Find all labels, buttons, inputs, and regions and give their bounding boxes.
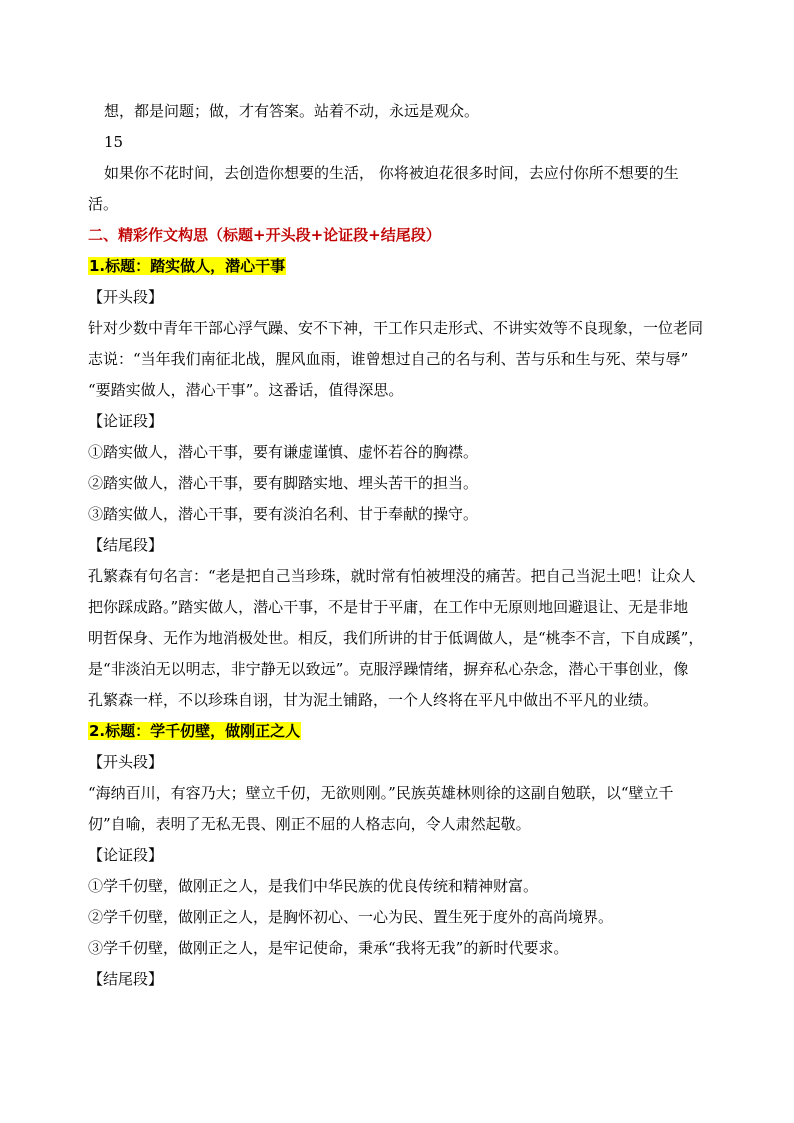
paragraph-line: 仞”自喻，表明了无私无畏、刚正不屈的人格志向，令人肃然起敬。 (88, 815, 531, 833)
argument-item: ②踏实做人，潜心干事，要有脚踏实地、埋头苦干的担当。 (88, 474, 479, 492)
title-highlight-1: 1.标题：踏实做人，潜心干事 (89, 257, 286, 275)
paragraph-line: 针对少数中青年干部心浮气躁、安不下神，干工作只走形式、不讲实效等不良现象，一位老同 (88, 319, 704, 337)
argument-item: ③学千仞壁，做刚正之人，是牢记使命，秉承“我将无我”的新时代要求。 (88, 939, 569, 957)
paragraph-line: 孔繁森一样，不以珍珠自诩，甘为泥土铺路，一个人终将在平凡中做出不平凡的业绩。 (88, 691, 659, 709)
paragraph-line: “海纳百川，有容乃大；壁立千仞，无欲则刚。”民族英雄林则徐的这副自勉联，以“壁立千 (88, 784, 674, 802)
section-heading: 二、精彩作文构思（标题+开头段+论证段+结尾段） (88, 226, 441, 244)
paragraph-line: 活。 (88, 195, 119, 213)
argument-item: ②学千仞壁，做刚正之人，是胸怀初心、一心为民、置生死于度外的高尚境界。 (88, 908, 614, 926)
paragraph-line: 把你踩成路。”踏实做人，潜心干事，不是甘于平庸，在工作中无原则地回避退让、无是非地 (88, 598, 689, 616)
label-ending: 【结尾段】 (88, 536, 164, 554)
paragraph-line: 是“非淡泊无以明志，非宁静无以致远”。克服浮躁情绪，摒弃私心杂念，潜心干事创业，像 (88, 660, 689, 678)
paragraph-line: 想，都是问题；做，才有答案。站着不动，永远是观众。 (104, 102, 480, 120)
label-argument: 【论证段】 (88, 846, 164, 864)
argument-item: ③踏实做人，潜心干事，要有淡泊名利、甘于奉献的操守。 (88, 505, 479, 523)
title-highlight-2: 2.标题：学千仞壁，做刚正之人 (89, 722, 301, 740)
label-argument: 【论证段】 (88, 412, 164, 430)
paragraph-line: “要踏实做人，潜心干事”。这番话，值得深思。 (88, 381, 404, 399)
label-ending: 【结尾段】 (88, 970, 164, 988)
quote-number: 15 (104, 133, 124, 151)
label-opening: 【开头段】 (88, 288, 164, 306)
document-page (88, 96, 738, 995)
label-opening: 【开头段】 (88, 753, 164, 771)
paragraph-line: 孔繁森有句名言：“老是把自己当珍珠，就时常有怕被埋没的痛苦。把自己当泥土吧！让众人 (88, 567, 696, 585)
paragraph-line: 志说：“当年我们南征北战，腥风血雨，谁曾想过自己的名与利、苦与乐和生与死、荣与辱” (88, 350, 689, 368)
paragraph-line: 如果你不花时间，去创造你想要的生活， 你将被迫花很多时间，去应付你所不想要的生 (104, 164, 679, 182)
paragraph-line: 明哲保身、无作为地消极处世。相反，我们所讲的甘于低调做人，是“桃李不言，下自成蹊”， (88, 629, 704, 647)
argument-item: ①踏实做人，潜心干事，要有谦虚谨慎、虚怀若谷的胸襟。 (88, 443, 479, 461)
argument-item: ①学千仞壁，做刚正之人，是我们中华民族的优良传统和精神财富。 (88, 877, 539, 895)
